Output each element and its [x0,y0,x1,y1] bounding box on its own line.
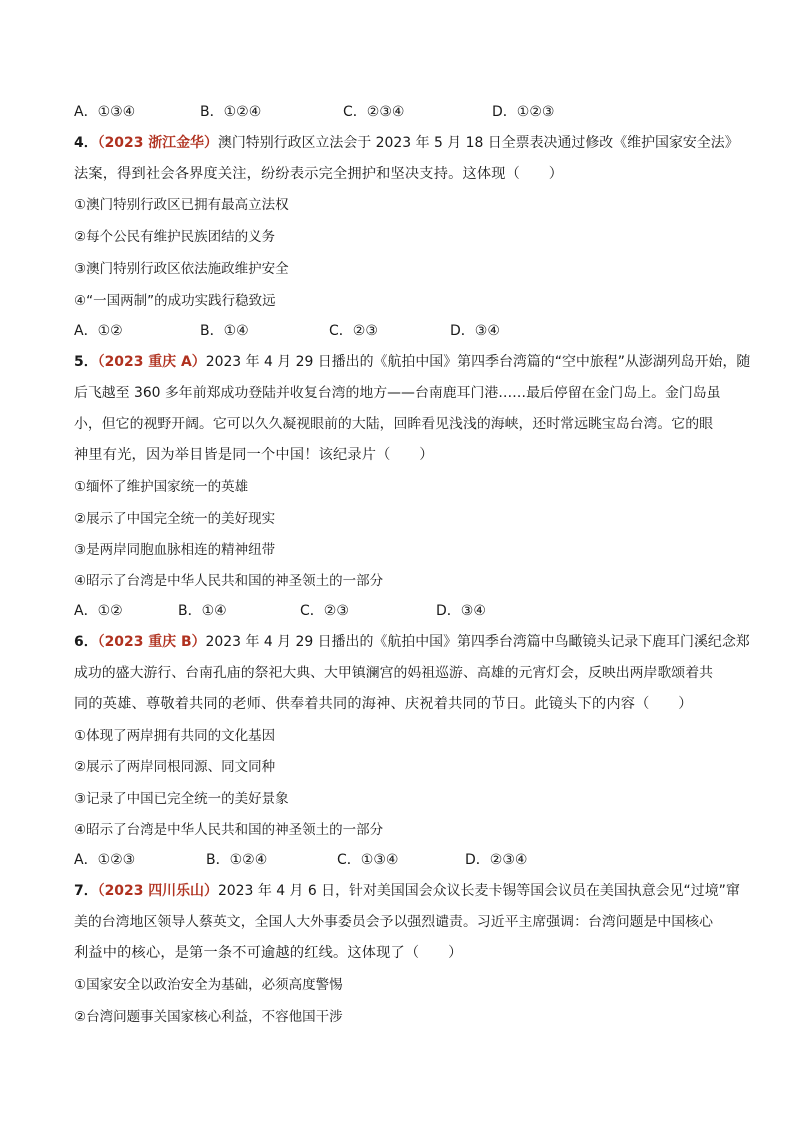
q7-item-2: ②台湾问题事关国家核心利益，不容他国干涉 [74,1009,343,1025]
q3-option-d[interactable]: D．①②③ [492,104,555,120]
question-number: 5． [74,354,98,370]
q3-option-c[interactable]: C．②③④ [343,104,405,120]
q5-option-a[interactable]: A．①② [74,603,123,619]
q4-option-c[interactable]: C．②③ [329,323,378,339]
q5-stem-line-1 [74,352,750,372]
q6-option-b[interactable]: B．①②④ [206,852,268,868]
q5-item-3: ③是两岸同胞血脉相连的精神纽带 [74,542,276,558]
q4-item-3: ③澳门特别行政区依法施政维护安全 [74,261,289,277]
q7-item-1: ①国家安全以政治安全为基础，必须高度警惕 [74,977,343,993]
question-number: 7． [74,883,98,899]
q5-stem-text-1: 2023 年 4 月 29 日播出的《航拍中国》第四季台湾篇的“空中旅程”从澎湖列岛开始，随 [205,354,751,370]
q6-option-a[interactable]: A．①②③ [74,852,136,868]
q6-item-3: ③记录了中国已完全统一的美好景象 [74,791,289,807]
q7-stem-line-2: 美的台湾地区领导人蔡英文，全国人大外事委员会予以强烈谴责。习近平主席强调：台湾问题是中国核心 [74,914,713,930]
q5-option-d[interactable]: D．③④ [436,603,486,619]
q7-stem-line-3: 利益中的核心，是第一条不可逾越的红线。这体现了（ ） [74,945,463,961]
question-source: （2023 四川乐山） [97,883,218,899]
question-source: （2023 重庆 B） [97,634,206,650]
q3-option-b[interactable]: B．①②④ [200,104,262,120]
q5-stem-line-3: 小，但它的视野开阔。它可以久久凝视眼前的大陆，回眸看见浅浅的海峡，还时常远眺宝岛台湾。它的眼 [74,416,713,432]
q5-stem-line-2: 后飞越至 360 多年前郑成功登陆并收复台湾的地方——台南鹿耳门港……最后停留在金门岛上。金门岛虽 [74,385,721,401]
q5-item-4: ④昭示了台湾是中华人民共和国的神圣领土的一部分 [74,573,384,589]
q4-option-a[interactable]: A．①② [74,323,123,339]
q4-option-d[interactable]: D．③④ [450,323,500,339]
question-source: （2023 重庆 A） [97,354,206,370]
q7-stem-line-1 [74,881,740,901]
q4-option-b[interactable]: B．①④ [200,323,249,339]
q4-item-1: ①澳门特别行政区已拥有最高立法权 [74,197,289,213]
q7-stem-text-1: 2023 年 4 月 6 日，针对美国国会众议长麦卡锡等国会议员在美国执意会见“过境”窜 [217,883,740,899]
q6-item-2: ②展示了两岸同根同源、同文同种 [74,759,276,775]
q5-stem-line-4: 神里有光，因为举目皆是同一个中国！该纪录片（ ） [74,447,434,463]
q6-option-d[interactable]: D．②③④ [465,852,528,868]
q4-stem-line-2: 法案，得到社会各界度关注，纷纷表示完全拥护和坚决支持。这体现（ ） [74,166,564,182]
q6-option-c[interactable]: C．①③④ [337,852,399,868]
q6-stem-text-1: 2023 年 4 月 29 日播出的《航拍中国》第四季台湾篇中鸟瞰镜头记录下鹿耳门溪纪念郑 [205,634,750,650]
q6-stem-line-1 [74,632,750,652]
q6-stem-line-2: 成功的盛大游行、台南孔庙的祭祀大典、大甲镇澜宫的妈祖巡游、高雄的元宵灯会，反映出两岸歌颂着共 [74,665,713,681]
q5-option-c[interactable]: C．②③ [300,603,349,619]
q6-stem-line-3: 同的英雄、尊敬着共同的老师、供奉着共同的海神、庆祝着共同的节日。此镜头下的内容（ ） [74,696,693,712]
q4-item-4: ④“一国两制”的成功实践行稳致远 [74,293,276,309]
q6-item-4: ④昭示了台湾是中华人民共和国的神圣领土的一部分 [74,822,384,838]
q4-stem-text-1: 澳门特别行政区立法会于 2023 年 5 月 18 日全票表决通过修改《维护国家安全法》 [217,135,739,151]
q5-item-1: ①缅怀了维护国家统一的英雄 [74,479,249,495]
question-number: 6． [74,634,98,650]
q5-option-b[interactable]: B．①④ [178,603,227,619]
question-number: 4． [74,135,98,151]
q5-item-2: ②展示了中国完全统一的美好现实 [74,511,276,527]
question-source: （2023 浙江金华） [97,135,218,151]
q4-item-2: ②每个公民有维护民族团结的义务 [74,229,276,245]
q6-item-1: ①体现了两岸拥有共同的文化基因 [74,728,276,744]
q4-stem-line-1 [74,133,739,153]
q3-option-a[interactable]: A．①③④ [74,104,136,120]
